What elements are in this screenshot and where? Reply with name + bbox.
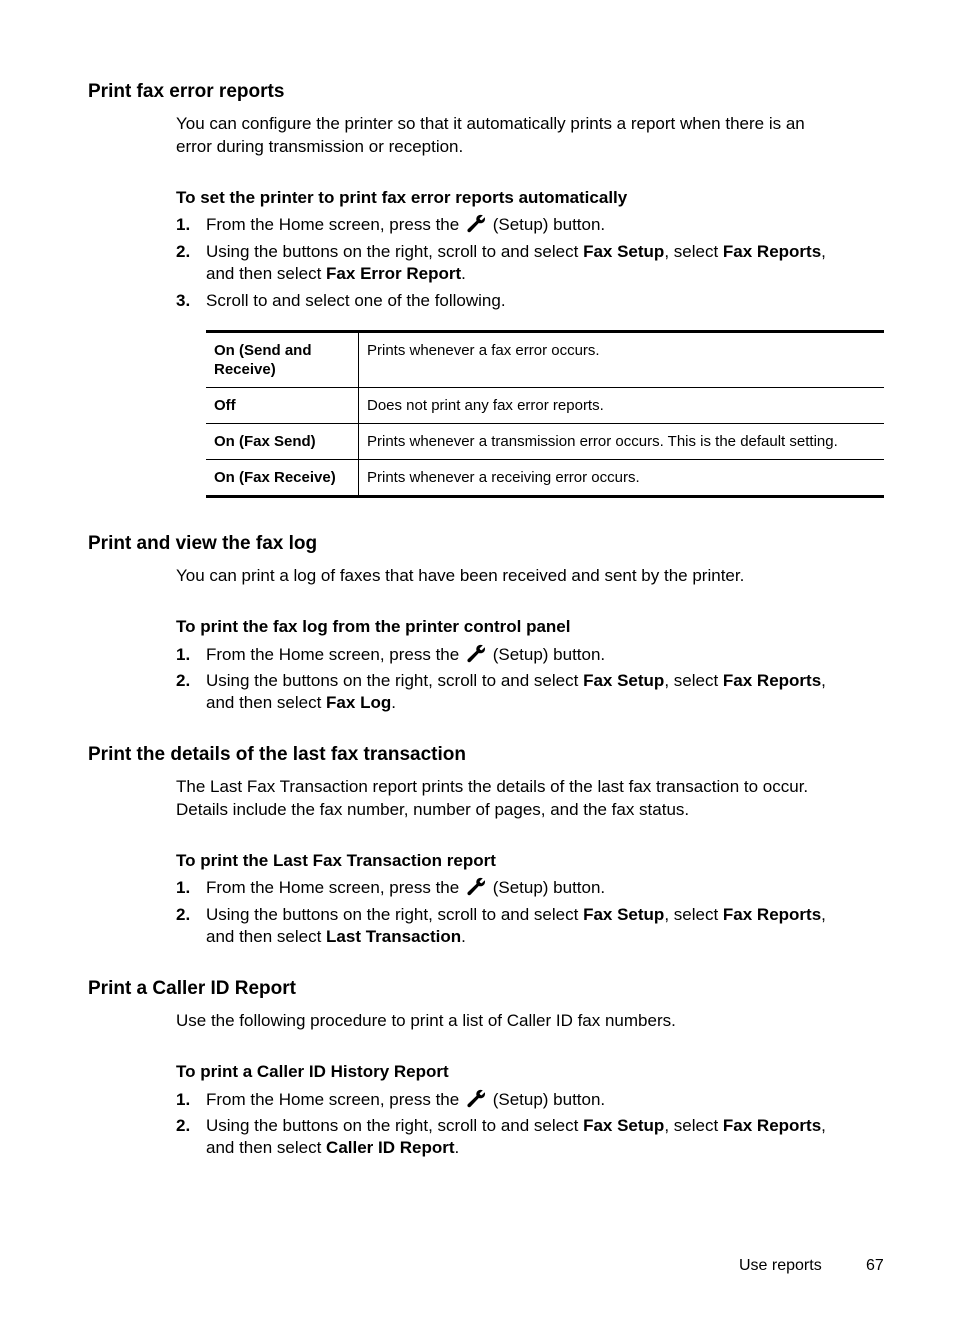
step-text-part: (Setup) button. xyxy=(492,645,606,664)
procedure-title: To set the printer to print fax error reports automatically xyxy=(176,188,628,207)
step-text-part: Using the buttons on the right, scroll to and select xyxy=(206,242,579,261)
step-text xyxy=(206,877,886,899)
wrench-icon xyxy=(466,1089,486,1109)
step-text-part: (Setup) button. xyxy=(492,1090,606,1109)
menu-path-item: Fax Setup xyxy=(583,1116,665,1135)
step-text-part: From the Home screen, press the xyxy=(206,878,460,897)
step-text-part: , xyxy=(821,1116,826,1135)
menu-path-item: Fax Reports xyxy=(722,1116,822,1135)
step-text xyxy=(206,904,886,948)
procedure-title: To print the fax log from the printer control panel xyxy=(176,617,571,636)
section-intro xyxy=(176,775,876,821)
step-text-part: . xyxy=(461,927,466,946)
step-text-part: , xyxy=(821,671,826,690)
step-text-part: Using the buttons on the right, scroll to and select xyxy=(206,671,579,690)
table-row xyxy=(206,460,884,497)
menu-path-item: Fax Log xyxy=(326,693,392,712)
step-text-part: From the Home screen, press the xyxy=(206,215,460,234)
step-text: Scroll to and select one of the following. xyxy=(206,291,506,310)
wrench-icon xyxy=(466,644,486,664)
step-text xyxy=(206,644,886,666)
step-text-part: , select xyxy=(664,905,719,924)
option-description: Prints whenever a receiving error occurs. xyxy=(367,469,640,486)
menu-path-item: Last Transaction xyxy=(326,927,462,946)
step-text xyxy=(206,214,886,236)
step-text-part: , select xyxy=(664,1116,719,1135)
step-number: 1. xyxy=(176,1090,191,1109)
option-name: On (Fax Send) xyxy=(206,424,359,460)
menu-path-item: Fax Error Report xyxy=(326,264,462,283)
step-text-part: , select xyxy=(664,671,719,690)
option-description: Prints whenever a transmission error occurs. This is the default setting. xyxy=(359,424,885,460)
step-number: 2. xyxy=(176,1116,191,1135)
option-description: Does not print any fax error reports. xyxy=(359,388,885,424)
menu-path-item: Caller ID Report xyxy=(326,1138,455,1157)
step-text-part: (Setup) button. xyxy=(492,215,606,234)
section-intro: You can print a log of faxes that have been received and sent by the printer. xyxy=(176,566,745,585)
step-text xyxy=(206,241,886,285)
step-text xyxy=(206,670,886,714)
table-row xyxy=(206,388,884,424)
intro-line: You can configure the printer so that it automatically prints a report when there is an xyxy=(176,114,805,133)
step-number: 2. xyxy=(176,905,191,924)
section-intro xyxy=(176,112,876,158)
wrench-icon xyxy=(466,877,486,897)
menu-path-item: Fax Reports xyxy=(722,671,822,690)
step-text-part: and then select xyxy=(206,693,322,712)
step-number: 1. xyxy=(176,645,191,664)
section-intro: Use the following procedure to print a list of Caller ID fax numbers. xyxy=(176,1011,676,1030)
page-number: 67 xyxy=(866,1257,884,1274)
step-text-part: From the Home screen, press the xyxy=(206,645,460,664)
wrench-icon xyxy=(466,214,486,234)
intro-line: The Last Fax Transaction report prints the details of the last fax transaction to occur. xyxy=(176,777,809,796)
footer-section-name: Use reports xyxy=(739,1257,822,1274)
step-number: 2. xyxy=(176,671,191,690)
menu-path-item: Fax Reports xyxy=(722,905,822,924)
step-text-part: From the Home screen, press the xyxy=(206,1090,460,1109)
step-number: 3. xyxy=(176,291,191,310)
step-text-part: Using the buttons on the right, scroll to and select xyxy=(206,1116,579,1135)
menu-path-item: Fax Setup xyxy=(583,671,665,690)
options-table xyxy=(206,330,884,498)
section-heading-fax-log: Print and view the fax log xyxy=(88,533,318,554)
step-text-part: and then select xyxy=(206,1138,322,1157)
menu-path-item: Fax Reports xyxy=(722,242,822,261)
step-text-part: and then select xyxy=(206,264,322,283)
step-text-part: (Setup) button. xyxy=(492,878,606,897)
procedure-title: To print the Last Fax Transaction report xyxy=(176,851,496,870)
step-text-part: and then select xyxy=(206,927,322,946)
section-heading-fax-error-reports: Print fax error reports xyxy=(88,81,285,102)
option-name: Off xyxy=(206,388,359,424)
intro-line: error during transmission or reception. xyxy=(176,137,464,156)
intro-line: Details include the fax number, number of pages, and the fax status. xyxy=(176,800,690,819)
step-text xyxy=(206,1115,886,1159)
menu-path-item: Fax Setup xyxy=(583,242,665,261)
option-name: On (Send and Receive) xyxy=(206,332,359,388)
table-row xyxy=(206,332,884,388)
step-text-part: , select xyxy=(664,242,719,261)
menu-path-item: Fax Setup xyxy=(583,905,665,924)
section-heading-caller-id-report: Print a Caller ID Report xyxy=(88,978,296,999)
procedure-title: To print a Caller ID History Report xyxy=(176,1062,449,1081)
section-heading-last-transaction: Print the details of the last fax transaction xyxy=(88,744,466,765)
step-text xyxy=(206,1089,886,1111)
step-number: 1. xyxy=(176,878,191,897)
step-number: 2. xyxy=(176,242,191,261)
step-text-part: . xyxy=(391,693,396,712)
step-text-part: . xyxy=(461,264,466,283)
step-text-part: Using the buttons on the right, scroll to and select xyxy=(206,905,579,924)
step-number: 1. xyxy=(176,215,191,234)
step-text-part: , xyxy=(821,242,826,261)
step-text-part: , xyxy=(821,905,826,924)
step-text-part: . xyxy=(454,1138,460,1157)
option-description: Prints whenever a fax error occurs. xyxy=(359,332,885,388)
option-name: On (Fax Receive) xyxy=(206,460,359,497)
table-row xyxy=(206,424,884,460)
